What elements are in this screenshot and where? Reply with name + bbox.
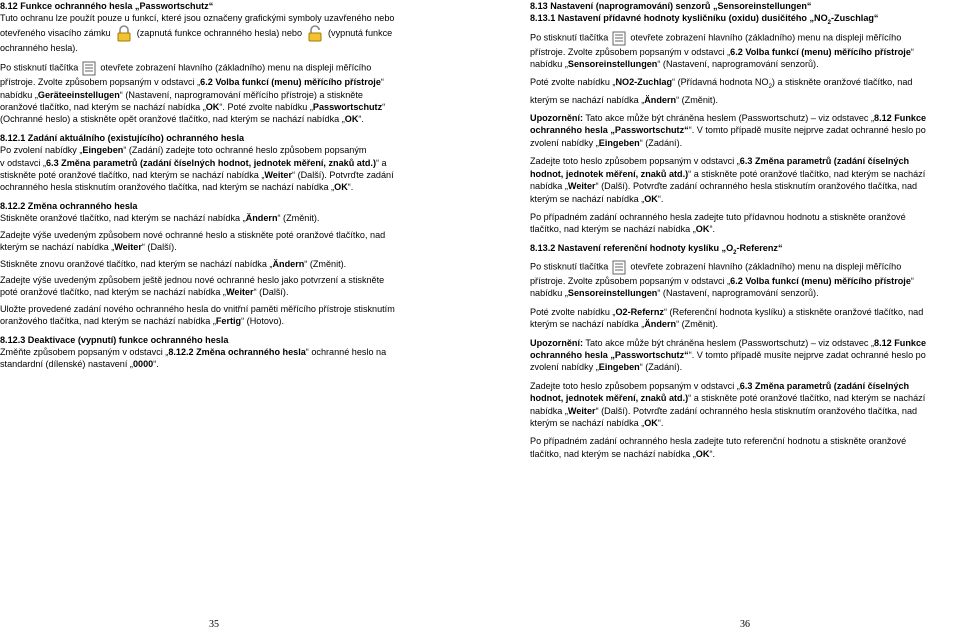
right-page <box>530 0 960 460</box>
paragraph-change-5: Uložte provedené zadání nového ochranného hesla do vnitřní paměti měřícího přístroje stisknutím oranžového tlačítka, nad kterým se nachází nabídka „Fertig“ (Hotovo). <box>0 303 395 327</box>
paragraph-open-menu: Po stisknutí tlačítka otevřete zobrazení hlavního (základního) menu na displeji měřícího přístroje. Zvolte způsobem popsaným v odstavci „6.2 Volba funkcí (menu) měřícího přístroje“ nabídku „Geräteeinstellugen“ (Nastavení, naprogramování měřícího přístroje) a stiskněte oranžové tlačítko, nad kterým se nachází nabídka „OK“. Poté zvolte nabídku „Passwortschutz“ (Ochranné heslo) a stiskněte opět oranžové tlačítko, nad kterým se nachází nabídka „OK“. <box>0 60 431 126</box>
paragraph-r-value-2: Po případném zadání ochranného hesla zadejte tuto referenční hodnotu a stiskněte oranžové tlačítko, nad kterým se nachází nabídka „OK“. <box>530 436 907 459</box>
menu-button-icon <box>612 30 626 46</box>
intro-paragraph: Tuto ochranu lze použít pouze u funkcí, které jsou označeny grafickými symboly uzavřeného nebo otevřeného visacího zámku (zapnutá funkce ochranného hesla) nebo (vypnutá funkce ochranného hesla). <box>0 13 395 53</box>
heading-8-12-1: 8.12.1 Zadání aktuálního (existujícího) ochranného hesla <box>0 132 245 143</box>
heading-8-13-2: 8.13.2 Nastavení referenční hodnoty kyslíku $„O_2-Referenz“$ <box>530 242 783 256</box>
paragraph-change-3: Stiskněte znovu oranžové tlačítko, nad kterým se nachází nabídka „Ändern“ (Změnit). <box>0 258 347 269</box>
left-page <box>0 0 431 371</box>
paragraph-change-2: Zadejte výše uvedeným způsobem nové ochranné heslo a stiskněte poté oranžové tlačítko, nad kterým se nachází nabídka „Weiter“ (Další). <box>0 229 386 253</box>
paragraph-r-open-menu-2: Po stisknutí tlačítka otevřete zobrazení hlavního (základního) menu na displeji měřícího přístroje. Zvolte způsobem popsaným v odstavci „6.2 Volba funkcí (menu) měřícího přístroje“ nabídku „Sensoreinstellungen“ (Nastavení, naprogramování senzorů). <box>530 259 960 300</box>
paragraph-r-warning-1: Upozornění: Tato akce může být chráněna heslem (Passwortschutz) – viz odstavec „8.12 Funkce ochranného hesla „Passwortschutz““. V tomto případě musíte nejprve zadat ochranné heslo po zvolení nabídky „Eingeben“ (Zadání). <box>530 113 927 148</box>
paragraph-r-enter-1: Zadejte toto heslo způsobem popsaným v odstavci „6.3 Změna parametrů (zadání číselných hodnot, jednotek měření, znaků atd.)“ a stiskněte poté oranžové tlačítko, nad kterým se nachází nabídka „Weiter“ (Další). Potvrďte zadání ochranného hesla stisknutím oranžového tlačítka, nad kterým se nachází nabídka „OK“. <box>530 156 926 204</box>
lock-open-icon <box>308 25 322 42</box>
menu-button-icon <box>612 259 626 275</box>
paragraph-change-1: Stiskněte oranžové tlačítko, nad kterým se nachází nabídka „Ändern“ (Změnit). <box>0 213 320 224</box>
lock-closed-icon <box>117 25 131 42</box>
paragraph-change-4: Zadejte výše uvedeným způsobem ještě jednou nové ochranné heslo jako potvrzení a stiskněte poté oranžové tlačítko, nad kterým se nachází nabídka „Weiter“ (Další). <box>0 274 385 298</box>
paragraph-r-enter-2: Zadejte toto heslo způsobem popsaným v odstavci „6.3 Změna parametrů (zadání číselných hodnot, jednotek měření, znaků atd.)“ a stiskněte poté oranžové tlačítko, nad kterým se nachází nabídka „Weiter“ (Další). Potvrďte zadání ochranného hesla stisknutím oranžového tlačítka, nad kterým se nachází nabídka „OK“. <box>530 380 926 428</box>
paragraph-r-o2: Poté zvolte nabídku „O2-Refernz“ (Referenční hodnota kyslíku) a stiskněte oranžové tlačítko, nad kterým se nachází nabídka „Ändern“ (Změnit). <box>530 306 924 330</box>
heading-8-12-3: 8.12.3 Deaktivace (vypnutí) funkce ochranného hesla <box>0 334 229 345</box>
paragraph-deactivate: Změňte způsobem popsaným v odstavci „8.12.2 Změna ochranného hesla“ ochranné heslo na standardní (dílenské) nastavení „0000“. <box>0 346 387 370</box>
menu-button-icon <box>82 60 96 76</box>
page-number-right: 36 <box>740 619 750 630</box>
page-number-left: 35 <box>209 619 219 630</box>
paragraph-r-warning-2: Upozornění: Tato akce může být chráněna heslem (Passwortschutz) – viz odstavec „8.12 Funkce ochranného hesla „Passwortschutz““. V tomto případě musíte nejprve zadat ochranné heslo po zvolení nabídky „Eingeben“ (Zadání). <box>530 337 927 373</box>
section-title-8-12: 8.12 Funkce ochranného hesla „Passwortschutz“ <box>0 1 214 11</box>
heading-8-12-2: 8.12.2 Změna ochranného hesla <box>0 200 138 211</box>
paragraph-r-no2: Poté zvolte nabídku „NO2-Zuchlag“ (Přídavná hodnota $NO_2$) a stiskněte oranžové tlačítko, nad kterým se nachází nabídka „Ändern“ (Změnit). <box>530 77 913 105</box>
section-title-8-13: 8.13 Nastavení (naprogramování) senzorů „Sensoreinstellungen“ <box>530 1 812 11</box>
paragraph-r-value-1: Po případném zadání ochranného hesla zadejte tuto přídavnou hodnotu a stiskněte oranžové tlačítko, nad kterým se nachází nabídka „OK“. <box>530 211 906 235</box>
paragraph-r-open-menu-1: Po stisknutí tlačítka otevřete zobrazení hlavního (základního) menu na displeji měřícího přístroje. Zvolte způsobem popsaným v odstavci „6.2 Volba funkcí (menu) měřícího přístroje“ nabídku „Sensoreinstellungen“ (Nastavení, naprogramování senzorů). <box>530 30 960 71</box>
heading-8-13-1: 8.13.1 Nastavení přídavné hodnoty kysličníku (oxidu) dusičitého $„NO_2-Zuschlag“$ <box>530 13 879 27</box>
paragraph-enter-password: Po zvolení nabídky „Eingeben“ (Zadání) zadejte toto ochranné heslo způsobem popsaným v odstavci „6.3 Změna parametrů (zadání číselných hodnot, jednotek měření, znaků atd.)“ a stiskněte poté oranžové tlačítko, nad kterým se nachází nabídka „Weiter“ (Další). Potvrďte zadání ochranného hesla stisknutím oranžového tlačítka, nad kterým se nachází nabídka „OK“. <box>0 145 394 193</box>
